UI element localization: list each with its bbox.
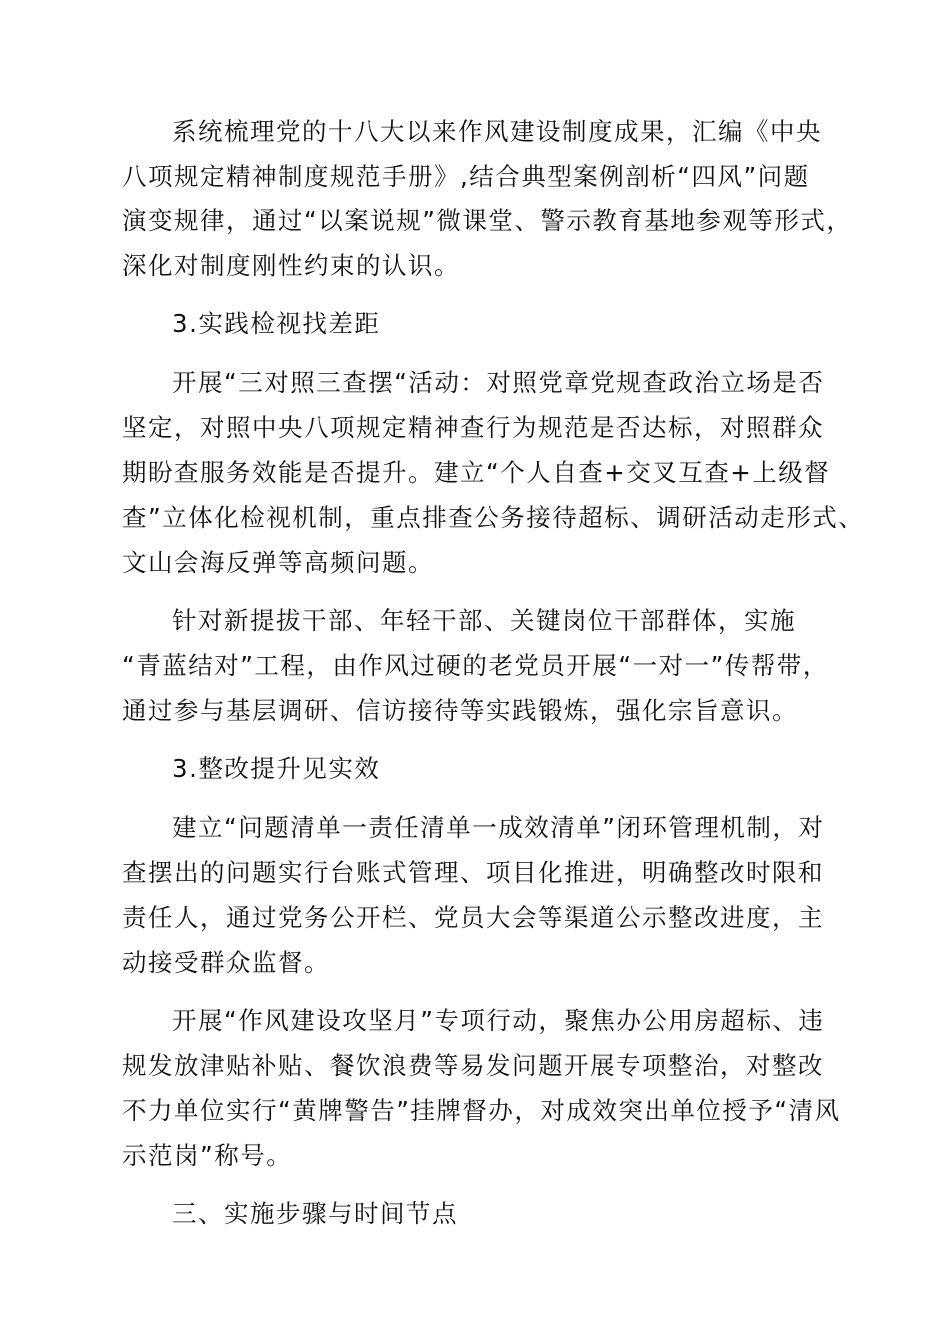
body-line: 查摆出的问题实行台账式管理、项目化推进，明确整改时限和 xyxy=(122,858,824,887)
body-line: 坚定，对照中央八项规定精神查行为规范是否达标，对照群众 xyxy=(122,413,824,442)
body-line: 八项规定精神制度规范手册》,结合典型案例剖析“四风”问题 xyxy=(122,162,810,191)
body-line: 查”立体化检视机制，重点排查公务接待超标、调研活动走形式、 xyxy=(122,503,865,532)
body-line: 通过参与基层调研、信访接待等实践锻炼，强化宗旨意识。 xyxy=(122,696,798,725)
body-line: 演变规律，通过“以案说规”微课堂、警示教育基地参观等形式， xyxy=(122,206,853,235)
body-line: 系统梳理党的十八大以来作风建设制度成果，汇编《中央 xyxy=(172,117,822,146)
body-line: 深化对制度刚性约束的认识。 xyxy=(122,251,460,280)
section-heading: 三、实施步骤与时间节点 xyxy=(172,1199,458,1228)
body-line: 责任人，通过党务公开栏、党员大会等渠道公示整改进度，主 xyxy=(122,903,824,932)
body-line: 针对新提拔干部、年轻干部、关键岗位干部群体，实施 xyxy=(172,606,796,635)
body-line: 开展“三对照三查摆“活动：对照党章党规查政治立场是否 xyxy=(172,368,825,397)
body-line: 开展“作风建设攻坚月”专项行动，聚焦办公用房超标、违 xyxy=(172,1006,825,1035)
body-line: 文山会海反弹等高频问题。 xyxy=(122,548,434,577)
section-heading: 3.整改提升见实效 xyxy=(172,754,381,783)
body-line: 建立“问题清单一责任清单一成效清单”闭环管理机制，对 xyxy=(172,813,825,842)
body-line: “青蓝结对”工程，由作风过硬的老党员开展“一对一”传帮带， xyxy=(122,651,829,680)
body-line: 不力单位实行“黄牌警告”挂牌督办，对成效突出单位授予“清风 xyxy=(122,1096,841,1125)
body-line: 示范岗”称号。 xyxy=(122,1141,293,1170)
body-line: 规发放津贴补贴、餐饮浪费等易发问题开展专项整治，对整改 xyxy=(122,1051,824,1080)
body-line: 动接受群众监督。 xyxy=(122,948,330,977)
section-heading: 3.实践检视找差距 xyxy=(172,309,381,338)
body-line: 期盼查服务效能是否提升。建立“个人自查+交叉互查+上级督 xyxy=(122,458,831,487)
